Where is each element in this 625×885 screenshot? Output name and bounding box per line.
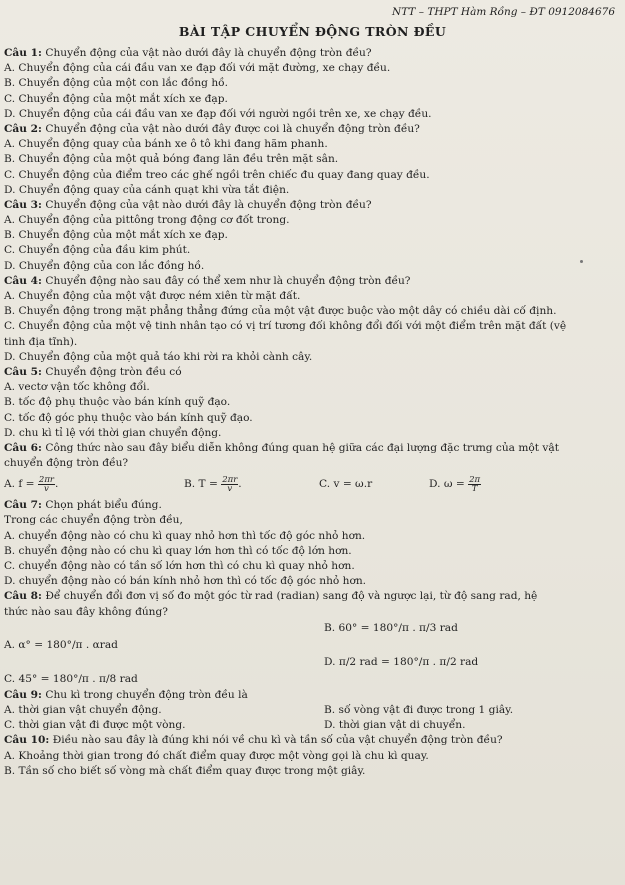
question-line (4, 319, 619, 334)
question-text: Chuyển động nào sau đây có thể xem như là chuyển động tròn đều? (41, 274, 411, 287)
question-text: B. chuyển động nào có chu kì quay lớn hơn thì có tốc độ lớn hơn. (4, 544, 352, 557)
question-text: D. chuyển động nào có bán kính nhỏ hơn thì có tốc độ góc nhỏ hơn. (4, 575, 367, 588)
question-text: Để chuyển đổi đơn vị số đo một góc từ rad (radian) sang độ và ngược lại, từ độ sang rad, hệ (41, 590, 538, 603)
question-text: A. chuyển động nào có chu kì quay nhỏ hơn thì tốc độ góc nhỏ hơn. (4, 529, 366, 542)
question-line (4, 380, 619, 395)
question-number: Câu 3: (4, 198, 42, 211)
question-text: D. Chuyển động của con lắc đồng hồ. (4, 259, 205, 272)
question-text: A. Khoảng thời gian trong đó chất điểm quay được một vòng gọi là chu kì quay. (4, 749, 429, 762)
question-text: Điều nào sau đây là đúng khi nói về chu kì và tần số của vật chuyển động tròn đều? (49, 734, 503, 747)
question-line (4, 107, 619, 122)
question-text: Chuyển động của vật nào dưới đây được coi là chuyển động tròn đều? (41, 122, 420, 135)
question-text: B. Tần số cho biết số vòng mà chất điểm quay được trong một giây. (4, 764, 366, 777)
q8-option-a: A. α° = 180°/π . αrad (4, 638, 118, 651)
question-line (4, 137, 619, 152)
question-text: C. Chuyển động của một mắt xích xe đạp. (4, 92, 228, 105)
question-text: B. tốc độ phụ thuộc vào bán kính quỹ đạo. (4, 396, 231, 409)
question-text: A. Chuyển động của một vật được ném xiên từ mặt đất. (4, 290, 301, 302)
question-number: Câu 5: (4, 365, 42, 378)
question-10 (4, 733, 619, 779)
question-stem (4, 365, 619, 380)
q8-option-c: C. 45° = 180°/π . π/8 rad (4, 672, 138, 685)
question-line (4, 350, 619, 365)
question-stem (4, 46, 619, 61)
question-stem (4, 589, 619, 604)
question-line (4, 289, 619, 304)
question-text: C. tốc độ góc phụ thuộc vào bán kính quỹ đạo. (4, 411, 253, 424)
question-line (4, 213, 619, 228)
q8-spacer (4, 620, 324, 637)
question-number: Câu 10: (4, 734, 50, 747)
q8-option-b: B. 60° = 180°/π . π/3 rad (324, 621, 458, 634)
question-line (4, 395, 619, 410)
question-text: C. Chuyển động của một vệ tinh nhân tạo có vị trí tương đối không đổi đối với một điểm trên mặt đất (vệ (4, 320, 567, 333)
question-line (4, 228, 619, 243)
question-number: Câu 6: (4, 441, 42, 454)
page-header: NTT – THPT Hàm Rồng – ĐT 0912084676 (392, 6, 615, 18)
question-text: A. Chuyển động quay của bánh xe ô tô khi đang hãm phanh. (4, 138, 328, 151)
q6-option-d: D. ω = $\frac{2\pi}{T}$ (429, 474, 481, 494)
question-text: A. Chuyển động của pittông trong động cơ đốt trong. (4, 214, 290, 227)
q8-options-row1 (4, 620, 619, 637)
question-text: thức nào sau đây không đúng? (4, 605, 168, 618)
question-text: C. Chuyển động của điểm treo các ghế ngồi trên chiếc đu quay đang quay đều. (4, 168, 430, 181)
questions-1-6 (4, 46, 619, 471)
question-stem (4, 733, 619, 748)
worksheet-title: BÀI TẬP CHUYỂN ĐỘNG TRÒN ĐỀU (178, 24, 447, 39)
q9-stem: Câu 9: Chu kì trong chuyển động tròn đều là (4, 688, 248, 701)
question-line (4, 456, 619, 471)
q9-option-a: A. thời gian vật chuyển động. (4, 703, 162, 716)
question-text: A. Chuyển động của cái đầu van xe đạp đối với mặt đường, xe chạy đều. (4, 62, 391, 75)
question-line (4, 259, 619, 274)
question-line (4, 152, 619, 167)
question-text: B. Chuyển động của một con lắc đồng hồ. (4, 77, 228, 90)
question-text: B. Chuyển động của một quả bóng đang lăn đều trên mặt sân. (4, 153, 339, 166)
question-number: Câu 7: (4, 499, 42, 512)
q8-options-row2 (4, 654, 619, 671)
question-text: Chuyển động của vật nào dưới đây là chuyển động tròn đều? (41, 47, 372, 59)
question-line (4, 335, 619, 350)
question-line (4, 76, 619, 91)
question-line (4, 411, 619, 426)
question-line (4, 168, 619, 183)
question-text: Trong các chuyển động tròn đều, (4, 514, 183, 527)
q6-option-a: A. f = $\frac{2\pi r}{v}$ . (4, 474, 59, 494)
q9-row2 (4, 718, 619, 733)
q9-row1 (4, 703, 619, 718)
question-number: Câu 8: (4, 590, 42, 603)
question-line (4, 61, 619, 76)
question-line (4, 559, 619, 574)
question-stem (4, 122, 619, 137)
question-stem (4, 274, 619, 289)
question-line (4, 605, 619, 620)
questions-7-8 (4, 498, 619, 620)
question-line (4, 574, 619, 589)
question-number: Câu 2: (4, 122, 42, 135)
question-line (4, 426, 619, 441)
question-stem (4, 441, 619, 456)
question-line (4, 304, 619, 319)
question-line (4, 183, 619, 198)
question-line (4, 92, 619, 107)
question-text: C. Chuyển động của đầu kim phút. (4, 244, 191, 257)
question-number: Câu 4: (4, 274, 42, 287)
question-text: A. vectơ vận tốc không đổi. (4, 381, 150, 394)
question-text: tinh địa tĩnh). (4, 335, 78, 348)
q8-spacer (4, 654, 324, 671)
q6-options (4, 474, 619, 494)
question-text: D. Chuyển động của một quả táo khi rời ra khỏi cành cây. (4, 350, 313, 363)
question-text: B. Chuyển động trong mặt phẳng thẳng đứng của một vật được buộc vào một dây có chiều dài cố định. (4, 305, 557, 318)
q8-option-d: D. π/2 rad = 180°/π . π/2 rad (324, 655, 479, 668)
question-list (4, 46, 619, 779)
question-line (4, 764, 619, 779)
question-text: D. chu kì tỉ lệ với thời gian chuyển động. (4, 426, 222, 439)
q9-option-b: B. số vòng vật đi được trong 1 giây. (324, 703, 514, 716)
question-stem (4, 498, 619, 513)
q9-option-d: D. thời gian vật di chuyển. (324, 719, 466, 732)
question-text: chuyển động tròn đều? (4, 457, 129, 470)
question-line (4, 243, 619, 258)
question-number: Câu 1: (4, 47, 42, 59)
question-text: Công thức nào sau đây biểu diễn không đúng quan hệ giữa các đại lượng đặc trưng của một vật (41, 441, 559, 454)
q9-option-c: C. thời gian vật đi được một vòng. (4, 719, 186, 732)
question-text: Chọn phát biểu đúng. (41, 499, 162, 512)
question-text: Chuyển động của vật nào dưới đây là chuyển động tròn đều? (41, 198, 372, 211)
question-stem (4, 198, 619, 213)
question-text: Chuyển động tròn đều có (41, 365, 182, 378)
question-line (4, 749, 619, 764)
question-text: D. Chuyển động quay của cánh quạt khi vừa tắt điện. (4, 183, 290, 196)
question-line (4, 544, 619, 559)
question-text: C. chuyển động nào có tần số lớn hơn thì có chu kì quay nhỏ hơn. (4, 560, 355, 572)
question-line (4, 529, 619, 544)
q6-option-b: B. T = $\frac{2\pi r}{v}$ . (184, 474, 242, 494)
question-text: D. Chuyển động của cái đầu van xe đạp đối với người ngồi trên xe, xe chạy đều. (4, 107, 432, 120)
question-text: B. Chuyển động của một mắt xích xe đạp. (4, 229, 228, 242)
question-line (4, 513, 619, 528)
q6-option-c: C. v = ω.r (319, 478, 373, 491)
